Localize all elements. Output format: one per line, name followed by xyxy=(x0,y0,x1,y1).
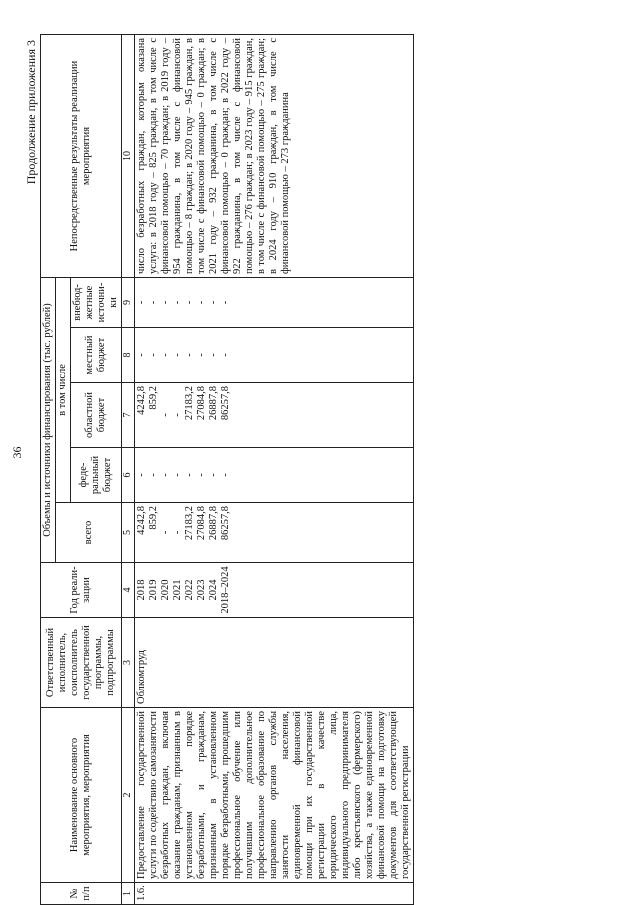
page-number: 36 xyxy=(10,446,24,459)
row-loc xyxy=(135,328,414,383)
table-row xyxy=(135,35,414,905)
col-index: 2 xyxy=(122,708,135,883)
row-total xyxy=(135,503,414,563)
reg-cell: 26887,8 xyxy=(208,386,219,421)
loc-cell: - xyxy=(208,353,219,357)
ext-cell: - xyxy=(136,300,147,305)
total-cell: - xyxy=(160,530,171,535)
col-index: 8 xyxy=(122,328,135,383)
col-index: 5 xyxy=(122,503,135,563)
fed-cell: - xyxy=(184,473,195,477)
year-cell: 2022 xyxy=(184,579,195,601)
ext-cell: - xyxy=(196,300,207,305)
fed-cell: - xyxy=(220,473,231,477)
reg-cell: 27084,8 xyxy=(196,386,207,421)
header-incl: в том числе xyxy=(56,278,71,503)
loc-cell: - xyxy=(220,353,231,357)
continuation-note: Продолжение приложения 3 xyxy=(24,40,38,185)
row-result: число безработных граждан, которым оказана услуга: в 2018 году – 825 граждан, в том числе с финансовой помощью – 70 граждан; в 2019 году – 954 гражданина, в том числе с финансовой помощью – 8 граждан; в 2020 году – 945 граждан, в том числе с финансовой помощью – 0 граждан; в 2021 году – 932 гражданина, в том числе с финансовой помощью – 0 граждан; в 2022 году – 922 гражданина, в том числе с финансовой помощью – 276 граждан; в 2023 году – 915 граждан, в том числе с финансовой помощью – 275 граждан; в 2024 году – 910 граждан, в том числе с финансовой помощью – 273 гражданина xyxy=(135,35,414,278)
ext-cell: - xyxy=(184,300,195,305)
col-index: 1 xyxy=(122,883,135,905)
program-table xyxy=(40,34,414,905)
reg-cell: 4242,8 xyxy=(136,386,147,415)
year-cell: 2021 xyxy=(172,579,183,601)
header-loc: местный бюджет xyxy=(71,328,122,383)
header-exec: Ответственный исполнитель, соисполнитель государственной программы, подпрограммы xyxy=(41,618,122,708)
reg-cell: - xyxy=(160,413,171,417)
total-cell: - xyxy=(172,530,183,535)
year-cell: 2019 xyxy=(148,579,159,601)
fed-cell: - xyxy=(208,473,219,477)
row-fed xyxy=(135,448,414,503)
col-index: 6 xyxy=(122,448,135,503)
header-reg: областной бюджет xyxy=(71,383,122,448)
header-ext: внебюд- жетные источни- ки xyxy=(71,278,122,328)
year-cell: 2024 xyxy=(208,579,219,601)
col-index: 10 xyxy=(122,35,135,278)
row-reg xyxy=(135,383,414,448)
header-year: Год реали- зации xyxy=(41,563,122,618)
col-index: 9 xyxy=(122,278,135,328)
total-cell: 86257,8 xyxy=(220,506,231,541)
header-fed: феде- ральный бюджет xyxy=(71,448,122,503)
header-result: Непосредственные результаты реализации мероприятия xyxy=(41,35,122,278)
row-years xyxy=(135,563,414,618)
ext-cell: - xyxy=(172,300,183,305)
reg-cell: 27183,2 xyxy=(184,386,195,421)
header-num: № п/п xyxy=(41,883,122,905)
total-cell: 4242,8 xyxy=(136,506,147,535)
ext-cell: - xyxy=(220,300,231,305)
reg-cell: 859,2 xyxy=(148,386,159,410)
loc-cell: - xyxy=(160,353,171,357)
total-cell: 27183,2 xyxy=(184,506,195,541)
row-exec: Облкомтруд xyxy=(135,618,414,708)
fed-cell: - xyxy=(148,473,159,477)
loc-cell: - xyxy=(196,353,207,357)
total-cell: 27084,8 xyxy=(196,506,207,541)
year-cell: 2018–2024 xyxy=(220,566,231,614)
loc-cell: - xyxy=(184,353,195,357)
row-num: 1.6. xyxy=(135,883,414,905)
header-volumes: Объемы и источники финансирования (тыс. рублей) xyxy=(41,278,56,563)
loc-cell: - xyxy=(172,353,183,357)
ext-cell: - xyxy=(208,300,219,305)
total-cell: 26887,8 xyxy=(208,506,219,541)
fed-cell: - xyxy=(160,473,171,477)
ext-cell: - xyxy=(148,300,159,305)
col-index: 4 xyxy=(122,563,135,618)
loc-cell: - xyxy=(148,353,159,357)
column-index-row xyxy=(122,35,135,905)
year-cell: 2018 xyxy=(136,579,147,601)
row-name: Предоставление государственной услуги по содействию самозанятости безработных граждан, включая оказание гражданам, признанным в установленном порядке безработными, и гражданам, признанным в установленном порядке безработными, прошедшим профессиональное обучение или получившим дополнительное профессиональное образование по направлению органов службы занятости населения, единовременной финансовой помощи при их государственной регистрации в качестве юридического лица, индивидуального предпринимателя либо крестьянского (фермерского) хозяйства, а также единовременной финансовой помощи на подготовку документов для соответствующей государственной регистрации xyxy=(135,708,414,883)
col-index: 3 xyxy=(122,618,135,708)
total-cell: 859,2 xyxy=(148,506,159,530)
header-total: всего xyxy=(56,503,122,563)
loc-cell: - xyxy=(136,353,147,357)
header-name: Наименование основного мероприятия, мероприятия xyxy=(41,708,122,883)
fed-cell: - xyxy=(136,473,147,477)
fed-cell: - xyxy=(172,473,183,477)
reg-cell: 86257,8 xyxy=(220,386,231,421)
ext-cell: - xyxy=(160,300,171,305)
row-ext xyxy=(135,278,414,328)
reg-cell: - xyxy=(172,413,183,417)
col-index: 7 xyxy=(122,383,135,448)
year-cell: 2023 xyxy=(196,579,207,601)
year-cell: 2020 xyxy=(160,579,171,601)
fed-cell: - xyxy=(196,473,207,477)
